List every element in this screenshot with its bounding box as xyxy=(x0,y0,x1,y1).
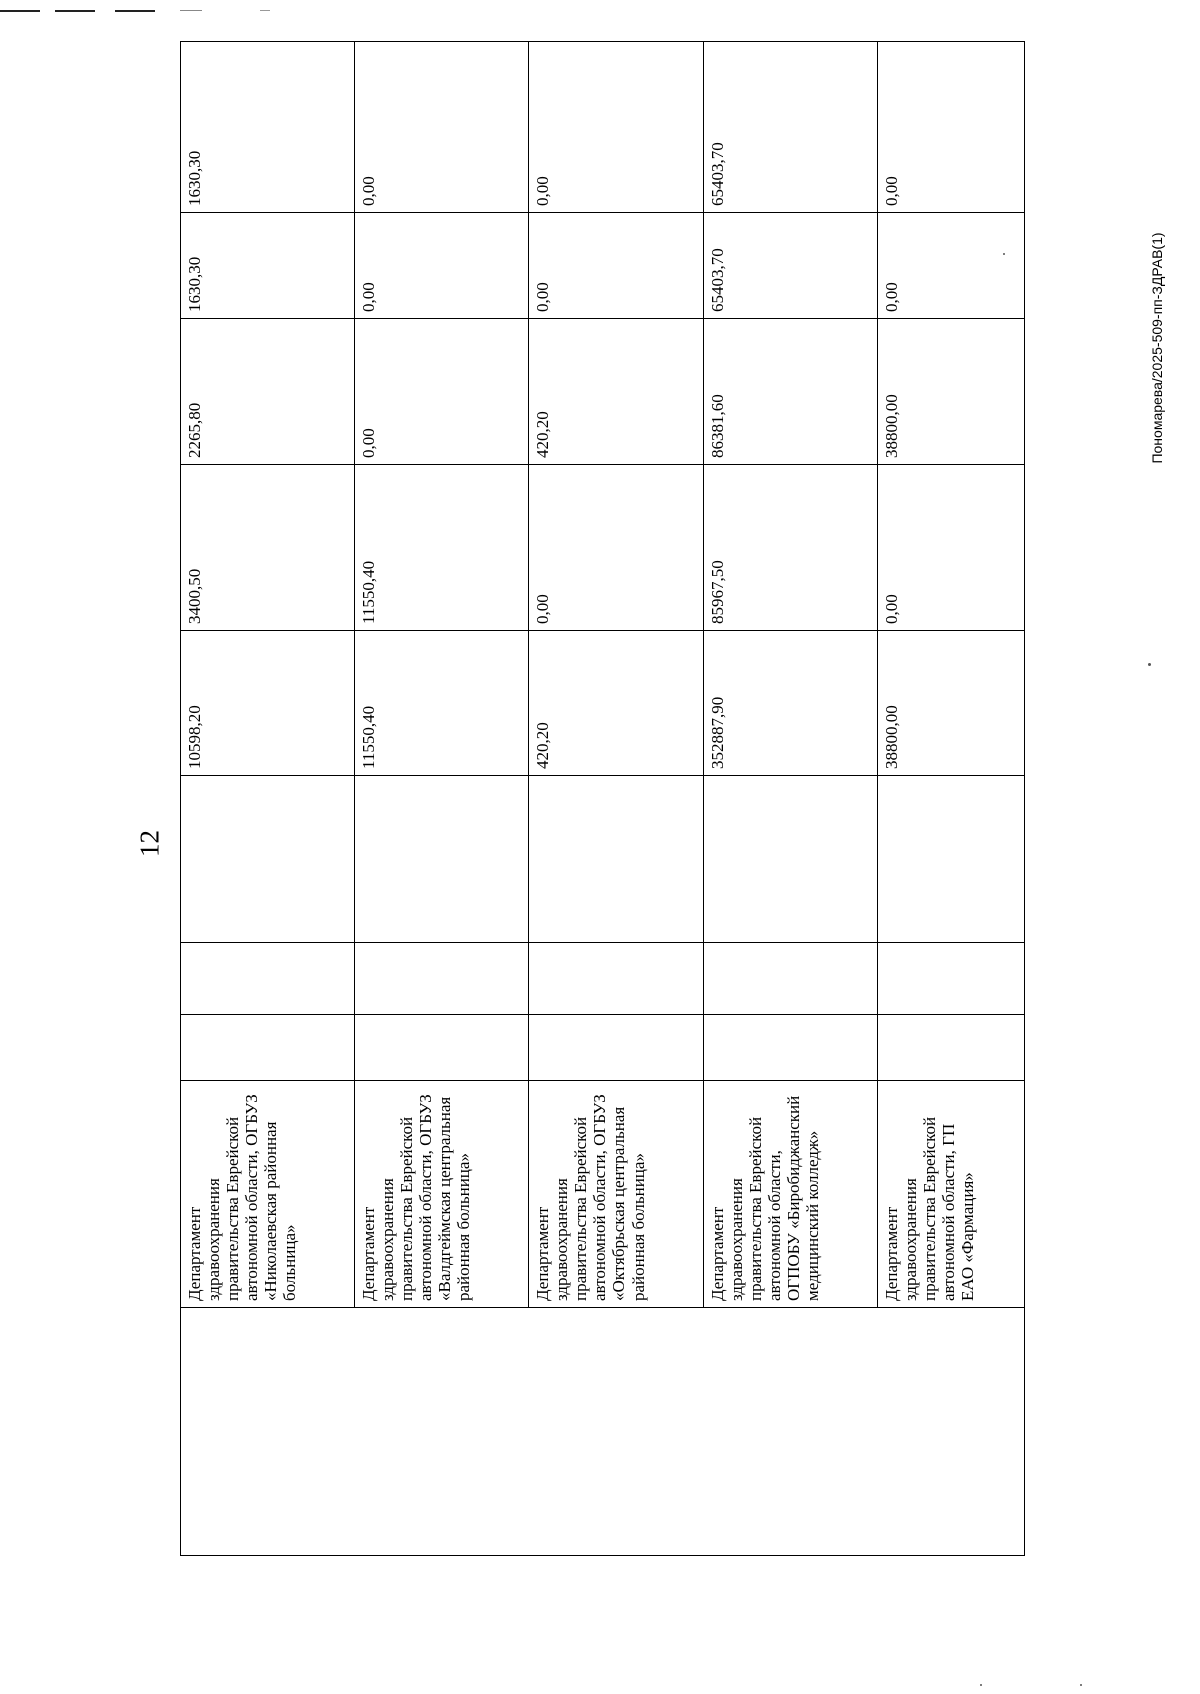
value-cell: 0,00 xyxy=(529,213,703,319)
empty-cell xyxy=(355,776,529,943)
empty-cell xyxy=(877,943,1024,1015)
footer-code-text: Пономарева/2025-509-пп-ЗДРАВ(1) xyxy=(1149,232,1165,464)
scan-speck xyxy=(980,1684,982,1686)
empty-cell xyxy=(529,943,703,1015)
empty-merged-cell xyxy=(181,1308,1025,1556)
table-row xyxy=(181,42,355,1556)
value-cell: 0,00 xyxy=(529,42,703,213)
value-cell: 38800,00 xyxy=(877,631,1024,776)
empty-cell xyxy=(529,776,703,943)
value-cell: 38800,00 xyxy=(877,319,1024,465)
value-cell: 0,00 xyxy=(529,465,703,631)
org-cell: Департамент здравоохранения правительства Еврейской автономной области, ОГБУЗ «Октябрьская центральная районная больница» xyxy=(529,1081,703,1308)
empty-cell xyxy=(703,1015,877,1081)
empty-cell xyxy=(877,1015,1024,1081)
scan-speck xyxy=(1003,253,1005,255)
org-cell: Департамент здравоохранения правительства Еврейской автономной области, ОГБУЗ «Валдгеймская центральная районная больница» xyxy=(355,1081,529,1308)
document-table xyxy=(180,42,1025,1556)
empty-cell xyxy=(355,943,529,1015)
scan-mark xyxy=(260,10,270,11)
scan-mark xyxy=(55,10,95,12)
budget-table xyxy=(180,41,1025,1556)
page-number: 12 xyxy=(134,830,165,857)
org-cell: Департамент здравоохранения правительства Еврейской автономной области, ОГПОБУ «Биробиджанский медицинский колледж» xyxy=(703,1081,877,1308)
scan-mark xyxy=(115,10,155,12)
value-cell: 10598,20 xyxy=(181,631,355,776)
scan-speck xyxy=(1148,663,1151,666)
value-cell: 11550,40 xyxy=(355,465,529,631)
value-cell: 0,00 xyxy=(355,213,529,319)
value-cell: 0,00 xyxy=(355,42,529,213)
value-cell: 0,00 xyxy=(877,42,1024,213)
value-cell: 1630,30 xyxy=(181,42,355,213)
scan-mark xyxy=(180,10,202,11)
empty-cell xyxy=(703,943,877,1015)
value-cell: 0,00 xyxy=(877,213,1024,319)
empty-cell xyxy=(703,776,877,943)
value-cell: 1630,30 xyxy=(181,213,355,319)
org-cell: Департамент здравоохранения правительства Еврейской автономной области, ОГБУЗ «Николаевская районная больница» xyxy=(181,1081,355,1308)
value-cell: 420,20 xyxy=(529,631,703,776)
scan-mark xyxy=(0,10,40,12)
empty-cell xyxy=(181,776,355,943)
empty-cell xyxy=(181,1015,355,1081)
value-cell: 11550,40 xyxy=(355,631,529,776)
value-cell: 0,00 xyxy=(877,465,1024,631)
org-cell: Департамент здравоохранения правительства Еврейской автономной области, ГП ЕАО «Фармация» xyxy=(877,1081,1024,1308)
value-cell: 2265,80 xyxy=(181,319,355,465)
value-cell: 3400,50 xyxy=(181,465,355,631)
value-cell: 65403,70 xyxy=(703,213,877,319)
value-cell: 352887,90 xyxy=(703,631,877,776)
value-cell: 420,20 xyxy=(529,319,703,465)
empty-cell xyxy=(877,776,1024,943)
value-cell: 65403,70 xyxy=(703,42,877,213)
scan-speck xyxy=(1080,1684,1082,1686)
empty-cell xyxy=(355,1015,529,1081)
value-cell: 0,00 xyxy=(355,319,529,465)
empty-cell xyxy=(181,943,355,1015)
value-cell: 85967,50 xyxy=(703,465,877,631)
empty-cell xyxy=(529,1015,703,1081)
value-cell: 86381,60 xyxy=(703,319,877,465)
